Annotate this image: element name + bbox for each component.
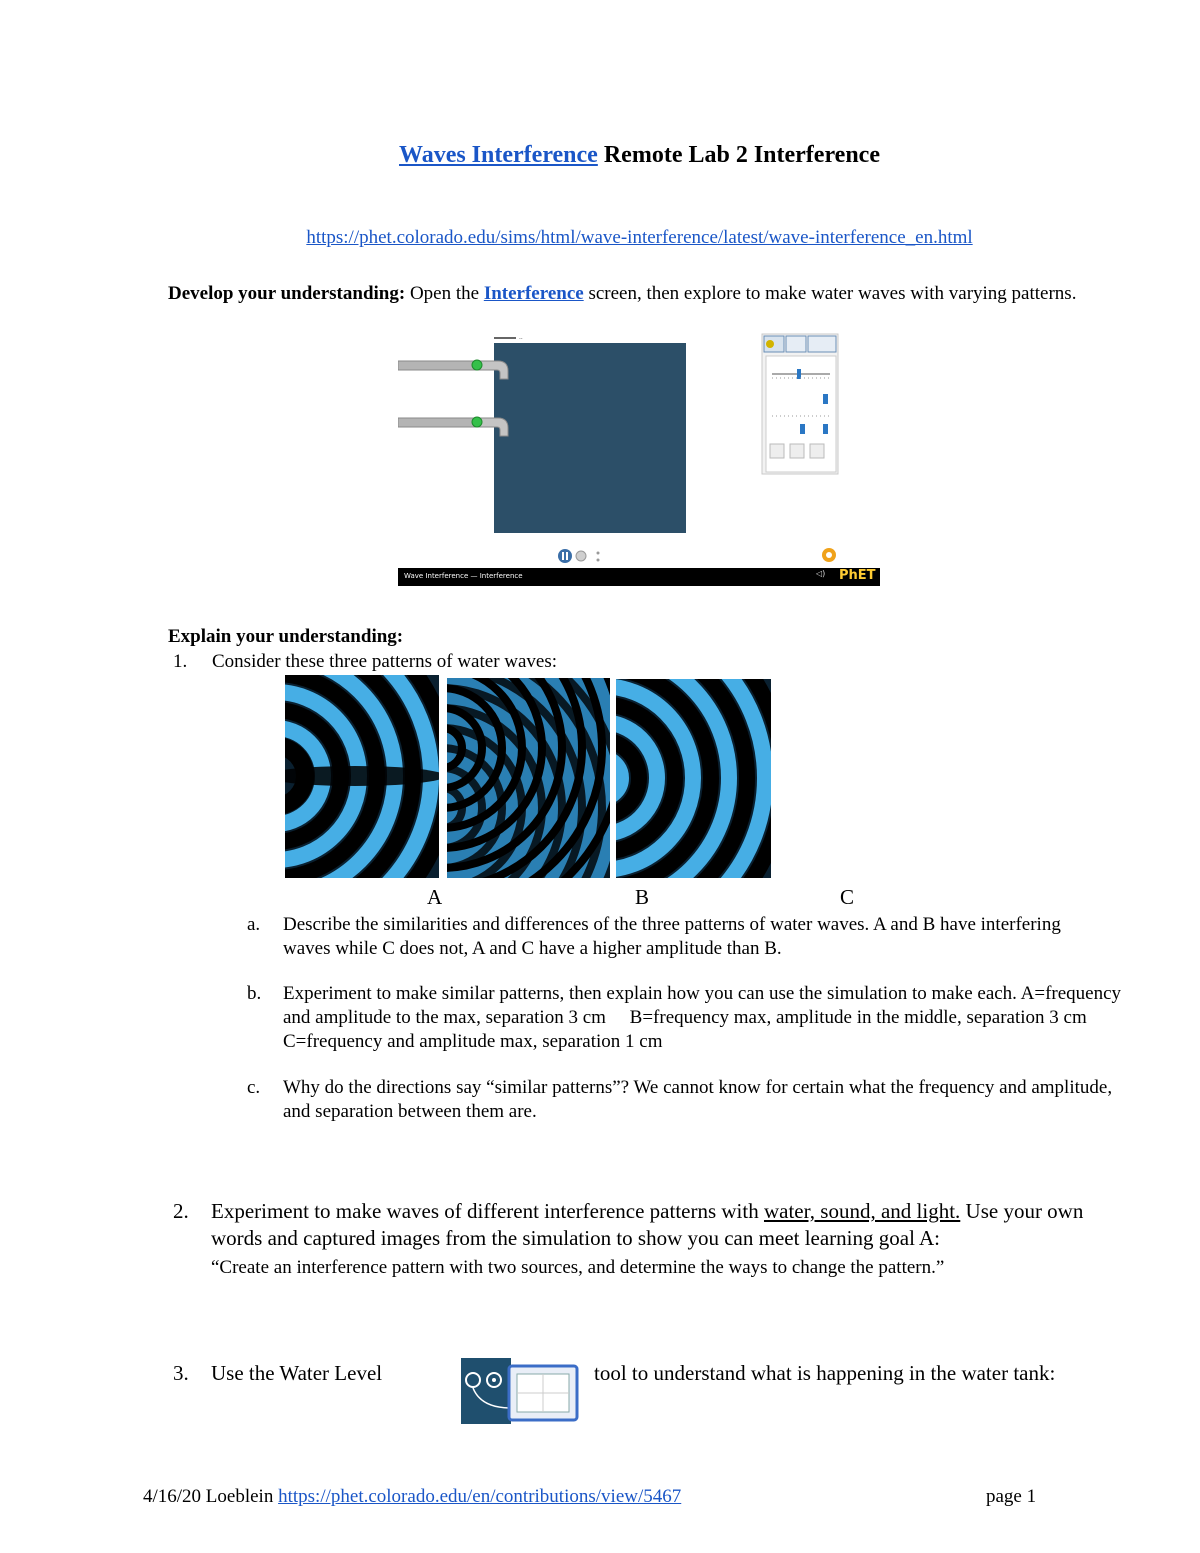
water-tank bbox=[494, 343, 686, 533]
q2-quote: “Create an interference pattern with two sources, and determine the ways to change the pattern.” bbox=[211, 1257, 945, 1278]
q1-text: Consider these three patterns of water waves: bbox=[212, 651, 558, 672]
caption-a: A bbox=[427, 885, 443, 909]
source-2-button bbox=[472, 417, 482, 427]
footer-date-author: 4/16/20 Loeblein bbox=[143, 1486, 279, 1507]
wave-pattern-a bbox=[285, 675, 439, 878]
q3-text1: Use the Water Level bbox=[211, 1361, 383, 1385]
wave-pattern-b bbox=[447, 678, 610, 878]
wave-pattern-c bbox=[616, 679, 771, 878]
interference-link[interactable]: Interference bbox=[483, 283, 584, 304]
q2-underline: water, sound, and light. bbox=[763, 1199, 961, 1223]
sim-screenshot bbox=[398, 332, 880, 588]
develop-text2: screen, then explore to make water waves with varying patterns. bbox=[583, 283, 1077, 304]
sim-footer-title: Wave Interference — Interference bbox=[404, 572, 523, 580]
develop-text1: Open the bbox=[405, 283, 484, 304]
item-a-text: Describe the similarities and differences of the three patterns of water waves. A and B have interfering waves while C does not, A and C have a higher amplitude than B. bbox=[283, 914, 1061, 959]
item-c-letter: c. bbox=[247, 1077, 261, 1098]
explain-label: Explain your understanding: bbox=[168, 626, 404, 647]
footer-left bbox=[143, 1485, 681, 1509]
title-link[interactable]: Waves Interference bbox=[399, 142, 598, 168]
q2-text bbox=[211, 1198, 1131, 1252]
page-number: page 1 bbox=[986, 1486, 1037, 1507]
explain-heading bbox=[168, 625, 1128, 649]
caption-b: B bbox=[635, 885, 650, 909]
sound-icon[interactable]: ◁) bbox=[816, 569, 826, 578]
q1-number: 1. bbox=[173, 651, 188, 672]
item-a-letter: a. bbox=[247, 914, 261, 935]
page-title bbox=[0, 142, 1200, 169]
caption-c: C bbox=[840, 885, 855, 909]
develop-label: Develop your understanding: bbox=[168, 283, 406, 304]
q2-text1: Experiment to make waves of different interference patterns with bbox=[211, 1199, 764, 1223]
title-rest: Remote Lab 2 Interference bbox=[597, 142, 880, 168]
item-b-text: Experiment to make similar patterns, then explain how you can use the simulation to make each. A=frequency and amplitude to the max, separation 3 cm B=frequency max, amplitude in the middle, separation 3 cm C=frequency and amplitude max, separation 1 cm bbox=[283, 983, 1122, 1052]
svg-text:··: ·· bbox=[519, 336, 523, 343]
water-level-tool-icon bbox=[461, 1358, 579, 1424]
footer-url[interactable]: https://phet.colorado.edu/en/contributions/view/5467 bbox=[278, 1486, 682, 1507]
q3-text2: tool to understand what is happening in the water tank: bbox=[594, 1361, 1056, 1385]
item-c-text: Why do the directions say “similar patterns”? We cannot know for certain what the frequency and amplitude, and separation between them are. bbox=[283, 1077, 1113, 1122]
q2-number: 2. bbox=[173, 1199, 189, 1223]
phet-logo: PhET bbox=[839, 568, 876, 583]
sim-url-link[interactable]: https://phet.colorado.edu/sims/html/wave-interference/latest/wave-interference_en.html bbox=[306, 227, 973, 248]
q2-text2: Use your own words and captured images from the simulation to show you can meet learning goal A: bbox=[211, 1199, 1084, 1250]
source-1-button bbox=[472, 360, 482, 370]
item-b-letter: b. bbox=[247, 983, 262, 1004]
develop-paragraph bbox=[168, 282, 1128, 306]
q3-number: 3. bbox=[173, 1361, 189, 1385]
sim-url[interactable] bbox=[0, 227, 1200, 249]
